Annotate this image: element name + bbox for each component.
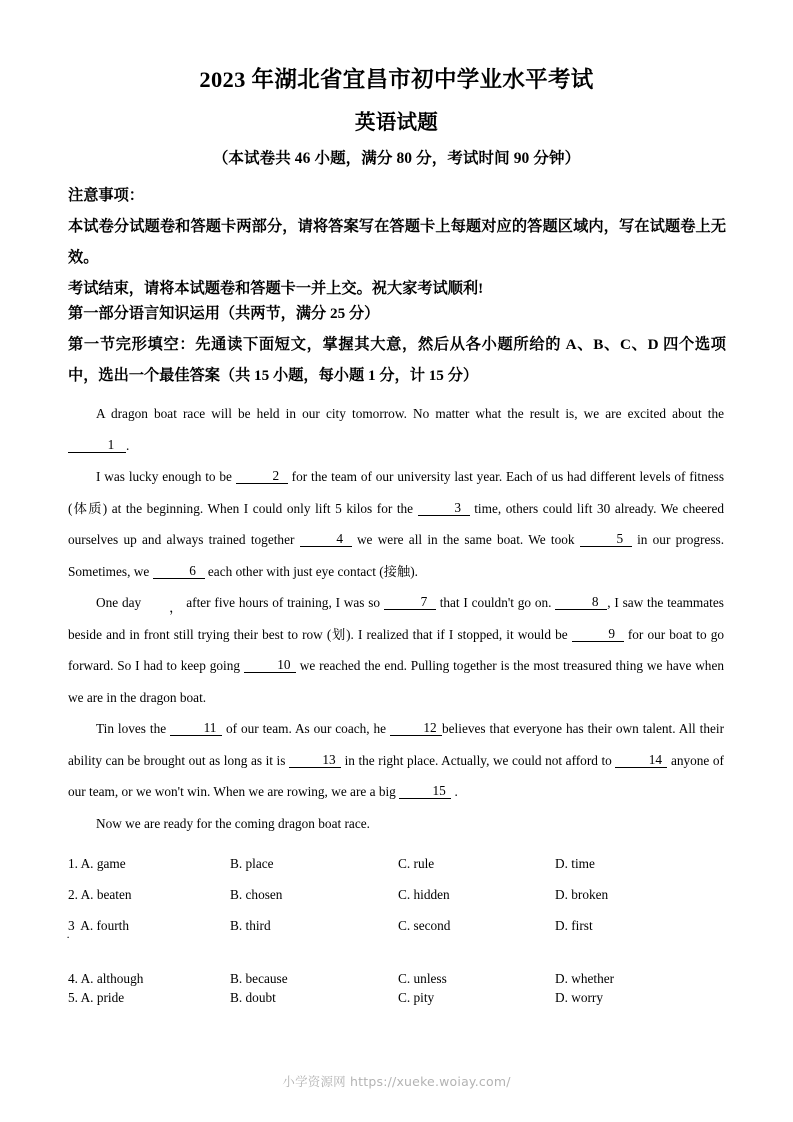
option-1-a-label: A. game bbox=[80, 856, 126, 871]
exam-meta-line: （本试卷共 46 小题，满分 80 分，考试时间 90 分钟） bbox=[212, 150, 581, 167]
section-one-heading: 第一节完形填空：先通读下面短文，掌握其大意，然后从各小题所给的 A、B、C、D 四个选项中，选出一个最佳答案（共 15 小题，每小题 1 分，计 15 分） bbox=[68, 336, 726, 384]
p2-text-c: time, others could lift 30 already. We cheered ourselves up and always trained together bbox=[68, 500, 724, 547]
blank-13[interactable]: 13 bbox=[289, 753, 341, 768]
blank-10[interactable]: 10 bbox=[244, 658, 296, 673]
blank-4[interactable]: 4 bbox=[300, 532, 352, 547]
p4-text-b: of our team. As our coach, he bbox=[225, 721, 387, 736]
blank-5[interactable]: 5 bbox=[580, 532, 632, 547]
passage-paragraph-2 bbox=[68, 461, 724, 587]
option-5-a-label: A. pride bbox=[80, 990, 125, 1005]
option-row-1 bbox=[68, 848, 728, 879]
site-watermark: 小学资源网 https://xueke.woiay.com/ bbox=[282, 1074, 511, 1089]
p3-text-e: for our boat to go forward. So I had to keep going bbox=[68, 626, 724, 673]
p3-text-b: after five hours of training, I was so bbox=[186, 595, 381, 610]
blank-6[interactable]: 6 bbox=[153, 564, 205, 579]
option-row-3 bbox=[68, 910, 728, 941]
notice-block bbox=[68, 180, 726, 304]
option-2-number: 2. bbox=[68, 887, 78, 902]
option-1-b[interactable]: B. place bbox=[230, 856, 274, 871]
p2-text-d: we were all in the same boat. We took bbox=[356, 532, 575, 547]
option-1-a[interactable] bbox=[68, 848, 126, 879]
p4-text-c: believes that everyone has their own talent. All their ability can be brought out as long as it is bbox=[68, 721, 725, 768]
option-row-5 bbox=[68, 982, 728, 1013]
p3-text-c: that I couldn't go on. bbox=[439, 595, 552, 610]
option-4-number: 4. bbox=[68, 971, 78, 986]
p3-text-f: we reached the end. Pulling together is the most treasured thing we have when we are in the dragon boat. bbox=[68, 658, 725, 705]
blank-11[interactable]: 11 bbox=[170, 721, 222, 736]
notice-heading: 注意事项： bbox=[68, 187, 144, 204]
option-2-c[interactable]: C. hidden bbox=[398, 887, 450, 902]
option-5-d[interactable]: D. worry bbox=[555, 990, 604, 1005]
passage-paragraph-1 bbox=[68, 398, 724, 461]
option-1-d[interactable]: D. time bbox=[555, 856, 595, 871]
notice-line-1: 本试卷分试题卷和答题卡两部分，请将答案写在答题卡上每题对应的答题区域内，写在试题卷上无效。 bbox=[68, 218, 726, 266]
blank-9[interactable]: 9 bbox=[572, 627, 624, 642]
option-5-number: 5. bbox=[68, 990, 78, 1005]
option-1-number: 1. bbox=[68, 856, 78, 871]
p4-text-f: . bbox=[454, 784, 458, 799]
blank-15[interactable]: 15 bbox=[399, 784, 451, 799]
p2-text-e: in our progress. Sometimes, we bbox=[68, 532, 725, 579]
option-5-a[interactable] bbox=[68, 982, 124, 1013]
p4-text-d: in the right place. Actually, we could not afford to bbox=[344, 752, 612, 768]
p2-text-f: each other with just eye contact (接触). bbox=[207, 563, 418, 579]
option-3-dropped-period: . bbox=[66, 927, 70, 941]
page-subtitle: 英语试题 bbox=[354, 112, 439, 134]
p3-text-d: , I saw the teammates beside and in front still trying their best to row (划). I realized that if I stopped, it would be bbox=[68, 595, 724, 642]
option-2-d[interactable]: D. broken bbox=[555, 887, 609, 902]
option-3-a[interactable] bbox=[68, 910, 129, 942]
passage-paragraph-4 bbox=[68, 713, 724, 808]
passage-paragraph-5 bbox=[68, 808, 724, 840]
blank-2[interactable]: 2 bbox=[236, 469, 288, 484]
option-4-a-label: A. although bbox=[80, 971, 144, 986]
option-2-a[interactable] bbox=[68, 879, 132, 910]
blank-14[interactable]: 14 bbox=[615, 753, 667, 768]
blank-12[interactable]: 12 bbox=[390, 721, 442, 736]
cloze-passage bbox=[68, 398, 724, 839]
p1-text-a: A dragon boat race will be held in our city tomorrow. No matter what the result is, we are excited about the bbox=[96, 406, 724, 421]
option-3-number: 3 bbox=[68, 918, 75, 933]
option-2-a-label: A. beaten bbox=[80, 887, 132, 902]
blank-3[interactable]: 3 bbox=[418, 501, 470, 516]
p3-dropped-comma: ， bbox=[169, 600, 183, 615]
blank-7[interactable]: 7 bbox=[384, 595, 436, 610]
passage-paragraph-3 bbox=[68, 587, 724, 713]
part-one-heading: 第一部分语言知识运用（共两节，满分 25 分） bbox=[68, 305, 380, 322]
p2-text-b: for the team of our university last year. Each of us had different levels of fitness (体质) at the beginning. When I could only lift 5 kilos for the bbox=[68, 469, 724, 516]
option-4-d[interactable]: D. whether bbox=[555, 971, 615, 986]
option-4-b[interactable]: B. because bbox=[230, 971, 288, 986]
p2-text-a: I was lucky enough to be bbox=[96, 469, 232, 484]
option-2-b[interactable]: B. chosen bbox=[230, 887, 283, 902]
option-5-c[interactable]: C. pity bbox=[398, 990, 435, 1005]
p5-text: Now we are ready for the coming dragon boat race. bbox=[96, 815, 370, 831]
p3-text-a: One day bbox=[96, 595, 142, 610]
page-title: 2023 年湖北省宜昌市初中学业水平考试 bbox=[199, 67, 594, 92]
p4-text-e: anyone of our team, or we won't win. When we are rowing, we are a big bbox=[68, 752, 724, 799]
option-row-2 bbox=[68, 879, 728, 910]
p4-text-a: Tin loves the bbox=[96, 721, 167, 736]
option-row-4 bbox=[68, 941, 728, 986]
option-3-a-label: A. fourth bbox=[80, 918, 129, 933]
option-3-b[interactable]: B. third bbox=[230, 918, 271, 933]
notice-line-2: 考试结束，请将本试题卷和答题卡一并上交。祝大家考试顺利! bbox=[68, 280, 484, 297]
blank-1[interactable]: 1 bbox=[68, 438, 126, 453]
option-5-b[interactable]: B. doubt bbox=[230, 990, 276, 1005]
option-4-c[interactable]: C. unless bbox=[398, 971, 447, 986]
section-headings bbox=[68, 298, 726, 391]
p1-text-b: . bbox=[126, 437, 130, 453]
option-3-d[interactable]: D. first bbox=[555, 918, 593, 933]
option-1-c[interactable]: C. rule bbox=[398, 856, 435, 871]
blank-8[interactable]: 8 bbox=[555, 595, 607, 610]
answer-options-list bbox=[68, 848, 728, 1013]
option-3-c[interactable]: C. second bbox=[398, 918, 451, 933]
